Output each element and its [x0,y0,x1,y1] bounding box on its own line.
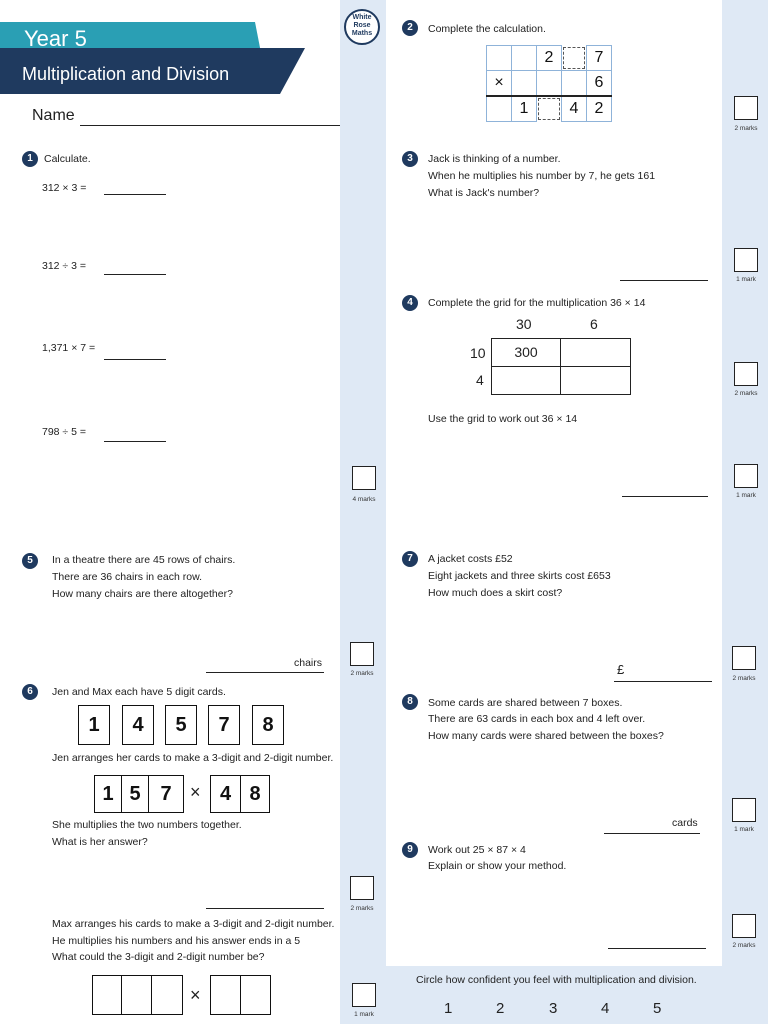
marks-label: 4 marks [352,496,376,503]
unit-label: £ [617,662,625,677]
marks-label: 1 mark [736,276,756,283]
question-number: 2 [402,20,418,36]
q6-intro: Jen and Max each have 5 digit cards. [52,686,226,698]
q5-line: How many chairs are there altogether? [52,588,233,600]
q6-jen-question: She multiplies the two numbers together. [52,819,242,831]
confidence-option[interactable]: 4 [601,1000,610,1017]
question-number: 3 [402,151,418,167]
mark-box[interactable] [352,466,376,490]
grid-col-head: 6 [590,316,598,332]
marks-label: 2 marks [350,670,374,677]
q1-item: 1,371 × 7 = [42,342,96,354]
mark-box[interactable] [732,646,756,670]
q1-item: 312 ÷ 3 = [42,260,87,272]
q3-line: When he multiplies his number by 7, he gets 161 [428,170,656,182]
marks-label: 1 mark [734,826,754,833]
name-label: Name [32,107,75,124]
blank-card[interactable] [240,975,271,1015]
q8-line: How many cards were shared between the boxes? [428,730,664,742]
topic-title: Multiplication and Division [22,64,230,84]
year-title: Year 5 [24,26,87,51]
grid-row-head: 10 [470,345,486,361]
confidence-option[interactable]: 2 [496,1000,505,1017]
q7-line: A jacket costs £52 [428,553,513,565]
q8-line: Some cards are shared between 7 boxes. [428,697,623,709]
digit-card: 1 [94,775,122,813]
marks-label: 2 marks [734,390,758,397]
q7-line: Eight jackets and three skirts cost £653 [428,570,611,582]
answer-line[interactable] [620,280,708,281]
mark-box[interactable] [734,96,758,120]
mark-box[interactable] [350,876,374,900]
unit-label: cards [672,817,698,829]
question-number: 7 [402,551,418,567]
q6-max: Max arranges his cards to make a 3-digit and 2-digit number. [52,918,335,930]
question-number: 6 [22,684,38,700]
q3-line: Jack is thinking of a number. [428,153,561,165]
q1-prompt: Calculate. [44,153,91,165]
grid-row-head: 4 [476,372,484,388]
q6-jen: Jen arranges her cards to make a 3-digit and 2-digit number. [52,752,334,764]
answer-line[interactable] [604,833,700,834]
q6-jen-question: What is her answer? [52,836,148,848]
q6-max: What could the 3-digit and 2-digit number be? [52,951,265,963]
confidence-option[interactable]: 1 [444,1000,453,1017]
digit-card: 4 [122,705,154,745]
grid-cell[interactable] [560,338,631,367]
q5-line: There are 36 chairs in each row. [52,571,202,583]
q7-line: How much does a skirt cost? [428,587,563,599]
mark-box[interactable] [352,983,376,1007]
q9-line: Explain or show your method. [428,860,567,872]
marks-label: 1 mark [736,492,756,499]
q8-line: There are 63 cards in each box and 4 left over. [428,713,646,725]
marks-label: 2 marks [732,942,756,949]
marks-label: 2 marks [734,125,758,132]
blank-card[interactable] [151,975,183,1015]
answer-line[interactable] [104,274,166,275]
unit-label: chairs [294,657,323,669]
question-number: 1 [22,151,38,167]
mark-box[interactable] [734,248,758,272]
missing-digit-box[interactable] [563,47,585,69]
digit-card: 8 [240,775,270,813]
grid-cell[interactable] [560,366,631,395]
q4-prompt: Complete the grid for the multiplication 36 × 14 [428,297,646,309]
digit-card: 5 [165,705,197,745]
confidence-option[interactable]: 5 [653,1000,662,1017]
grid-cell[interactable] [491,366,561,395]
marks-label: 2 marks [350,905,374,912]
marks-label: 2 marks [732,675,756,682]
mark-box[interactable] [732,914,756,938]
answer-line[interactable] [622,496,708,497]
q3-line: What is Jack's number? [428,187,540,199]
mark-box[interactable] [350,642,374,666]
answer-line[interactable] [104,441,166,442]
missing-digit-box[interactable] [538,98,560,120]
digit-card: 7 [148,775,184,813]
grid-col-head: 30 [516,316,532,332]
q2-prompt: Complete the calculation. [428,23,546,35]
digit-card: 5 [121,775,149,813]
times-sign: × [190,985,201,1005]
question-number: 8 [402,694,418,710]
mark-box[interactable] [734,362,758,386]
question-number: 5 [22,553,38,569]
q9-line: Work out 25 × 87 × 4 [428,844,526,856]
q6-max: He multiplies his numbers and his answer ends in a 5 [52,935,301,947]
blank-card[interactable] [121,975,152,1015]
question-number: 4 [402,295,418,311]
name-line[interactable] [80,125,340,126]
q1-item: 312 × 3 = [42,182,87,194]
digit-card: 7 [208,705,240,745]
answer-line[interactable] [206,908,324,909]
confidence-prompt: Circle how confident you feel with multiplication and division. [416,974,697,986]
mark-box[interactable] [734,464,758,488]
confidence-option[interactable]: 3 [549,1000,558,1017]
q1-item: 798 ÷ 5 = [42,426,87,438]
digit-card: 4 [210,775,241,813]
digit-card: 8 [252,705,284,745]
logo: White Rose Maths [344,9,380,45]
blank-card[interactable] [92,975,122,1015]
digit-card: 1 [78,705,110,745]
answer-line[interactable] [104,359,166,360]
q4-follow: Use the grid to work out 36 × 14 [428,413,578,425]
marks-label: 1 mark [354,1011,374,1018]
question-number: 9 [402,842,418,858]
answer-line[interactable] [614,681,712,682]
answer-line[interactable] [104,194,166,195]
blank-card[interactable] [210,975,241,1015]
answer-line[interactable] [206,672,324,673]
grid-cell: 300 [491,338,561,367]
times-sign: × [190,782,201,802]
q5-line: In a theatre there are 45 rows of chairs. [52,554,236,566]
answer-line[interactable] [608,948,706,949]
mark-box[interactable] [732,798,756,822]
